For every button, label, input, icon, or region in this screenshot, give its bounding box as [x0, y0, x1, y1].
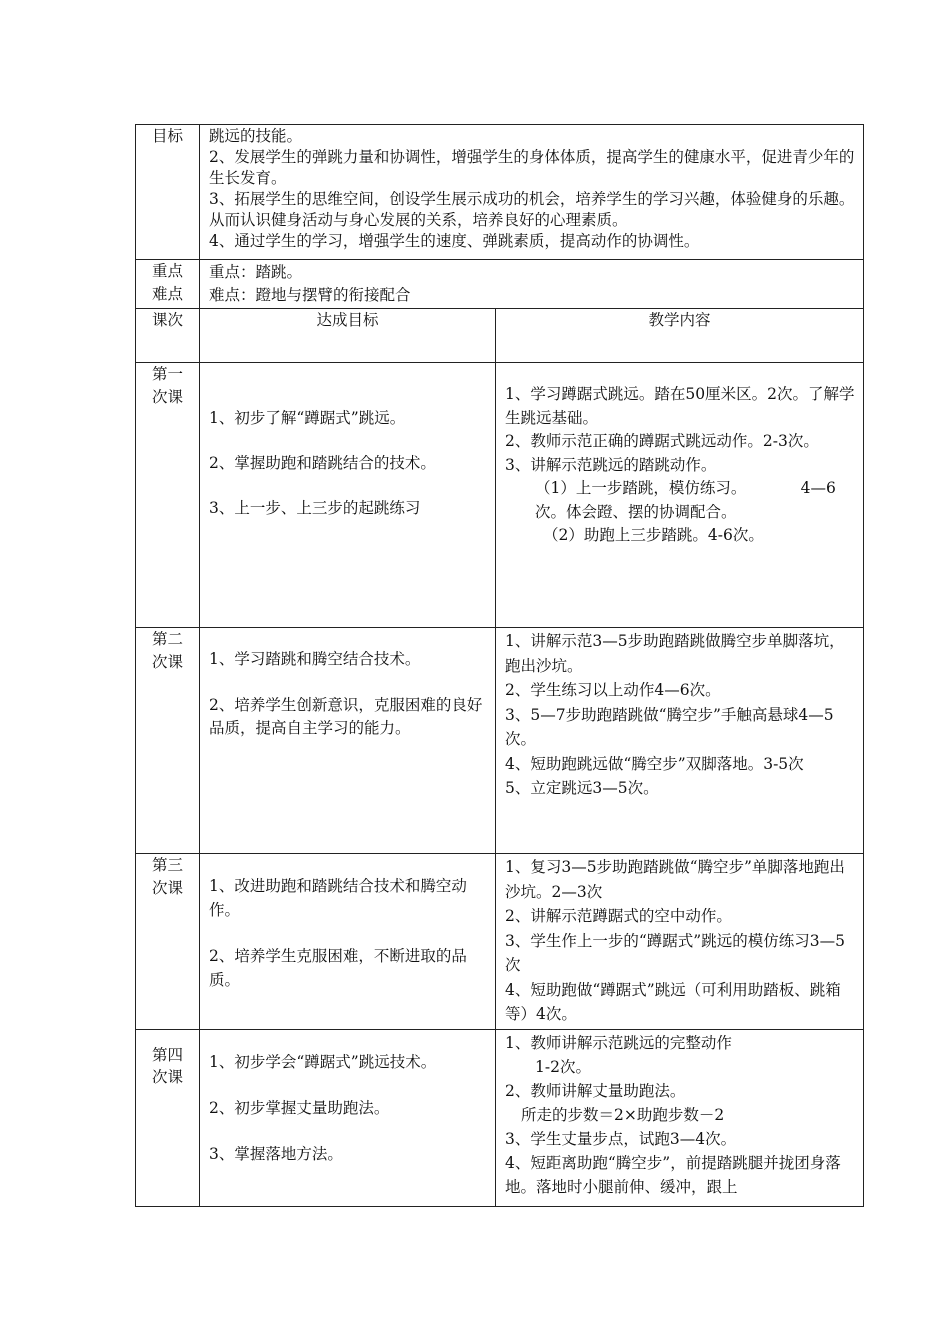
- keypoints-cell: [200, 260, 864, 309]
- lesson-label: [136, 363, 200, 628]
- keypoints-label-line1: 重点: [151, 262, 183, 280]
- content-item: 3、讲解示范跳远的踏跳动作。: [505, 455, 717, 474]
- lesson-row: [136, 628, 864, 854]
- lesson-label-line2: 次课: [151, 1068, 183, 1086]
- lesson-label-line1: 第四: [151, 1045, 183, 1064]
- content-item: 2、讲解示范蹲踞式的空中动作。: [505, 907, 732, 925]
- key-point: 重点：踏跳。: [209, 263, 303, 281]
- objective-item: 2、掌握助跑和踏跳结合的技术。: [209, 454, 436, 472]
- lesson-objectives: [200, 363, 496, 628]
- lesson-objectives: [200, 1029, 496, 1206]
- content-item: 4、短距离助跑“腾空步”，前提踏跳腿并拢团身落地。落地时小腿前伸、缓冲，跟上: [505, 1153, 841, 1196]
- objective-item: 1、初步学会“蹲踞式”跳远技术。: [209, 1052, 437, 1071]
- keypoints-row: [136, 260, 864, 309]
- content-item: 3、学生作上一步的“蹲踞式”跳远的模仿练习3—5次: [505, 931, 845, 974]
- content-item: 1、讲解示范3—5步助跑踏跳做腾空步单脚落坑，跑出沙坑。: [505, 632, 845, 675]
- content-item: 1、学习蹲踞式跳远。踏在50厘米区。2次。了解学生跳远基础。: [505, 385, 855, 427]
- content-item: （2）助跑上三步踏跳。4-6次。: [543, 526, 764, 544]
- content-item: 1、教师讲解示范跳远的完整动作: [505, 1033, 732, 1052]
- content-item: 3、5—7步助跑踏跳做“腾空步”手触高悬球4—5次。: [505, 705, 834, 748]
- goals-line: 3、拓展学生的思维空间，创设学生展示成功的机会，培养学生的学习兴趣，体验健身的乐趣。从而认识健身活动与身心发展的关系，培养良好的心理素质。: [209, 190, 855, 229]
- lesson-label-line1: 第二: [151, 630, 183, 648]
- goals-line: 跳远的技能。: [209, 127, 303, 145]
- lesson-label: [136, 854, 200, 1030]
- lesson-label-line2: 次课: [151, 878, 183, 897]
- header-row: [136, 309, 864, 363]
- objective-item: 1、改进助跑和踏跳结合技术和腾空动作。: [209, 877, 467, 919]
- lesson-content: [496, 628, 864, 854]
- header-content: 教学内容: [496, 309, 864, 363]
- content-item: 4、短助跑跳远做“腾空步”双脚落地。3-5次: [505, 754, 804, 773]
- difficulty-point: 难点：蹬地与摆臂的衔接配合: [209, 285, 411, 304]
- keypoints-label-line2: 难点: [151, 284, 183, 303]
- objective-item: 1、学习踏跳和腾空结合技术。: [209, 650, 421, 668]
- content-item: （1）上一步踏跳，模仿练习。 4—6次。体会蹬、摆的协调配合。: [535, 479, 836, 521]
- goals-label: 目标: [136, 125, 200, 260]
- goals-row: [136, 125, 864, 260]
- lesson-content: [496, 1029, 864, 1206]
- keypoints-label: [136, 260, 200, 309]
- objective-item: 3、掌握落地方法。: [209, 1144, 343, 1163]
- objective-item: 2、培养学生克服困难，不断进取的品质。: [209, 947, 467, 989]
- content-item: 1、复习3—5步助跑踏跳做“腾空步”单脚落地跑出沙坑。2—3次: [505, 858, 845, 901]
- lesson-objectives: [200, 854, 496, 1030]
- header-objective: 达成目标: [200, 309, 496, 363]
- lesson-objectives: [200, 628, 496, 854]
- content-item: 3、学生丈量步点，试跑3—4次。: [505, 1129, 737, 1148]
- objective-item: 3、上一步、上三步的起跳练习: [209, 499, 421, 517]
- objective-item: 1、初步了解“蹲踞式”跳远。: [209, 409, 406, 427]
- content-item: 1-2次。: [535, 1057, 591, 1076]
- content-item: 5、立定跳远3—5次。: [505, 779, 659, 797]
- goals-line: 4、通过学生的学习，增强学生的速度、弹跳素质，提高动作的协调性。: [209, 232, 700, 250]
- objective-item: 2、初步掌握丈量助跑法。: [209, 1098, 390, 1117]
- objective-item: 2、培养学生创新意识，克服困难的良好品质，提高自主学习的能力。: [209, 695, 483, 737]
- lesson-row: [136, 1029, 864, 1206]
- content-item: 所走的步数＝2×助跑步数－2: [521, 1105, 725, 1124]
- content-item: 2、教师示范正确的蹲踞式跳远动作。2-3次。: [505, 432, 819, 450]
- lesson-row: [136, 854, 864, 1030]
- lesson-label: [136, 1029, 200, 1206]
- header-lesson: 课次: [136, 309, 200, 363]
- goals-line: 2、发展学生的弹跳力量和协调性，增强学生的身体体质，提高学生的健康水平，促进青少年的生长发育。: [209, 148, 855, 187]
- content-item: 2、教师讲解丈量助跑法。: [505, 1081, 686, 1100]
- lesson-label-line2: 次课: [151, 652, 183, 671]
- lesson-plan-table: [135, 124, 864, 1207]
- lesson-label-line2: 次课: [151, 387, 183, 406]
- lesson-content: [496, 854, 864, 1030]
- lesson-row: [136, 363, 864, 628]
- goals-cell: [200, 125, 864, 260]
- content-item: 2、学生练习以上动作4—6次。: [505, 681, 721, 699]
- content-item: 4、短助跑做“蹲踞式”跳远（可利用助踏板、跳箱等）4次。: [505, 980, 841, 1023]
- lesson-label-line1: 第三: [151, 856, 183, 874]
- lesson-label-line1: 第一: [151, 365, 183, 383]
- lesson-label: [136, 628, 200, 854]
- lesson-content: [496, 363, 864, 628]
